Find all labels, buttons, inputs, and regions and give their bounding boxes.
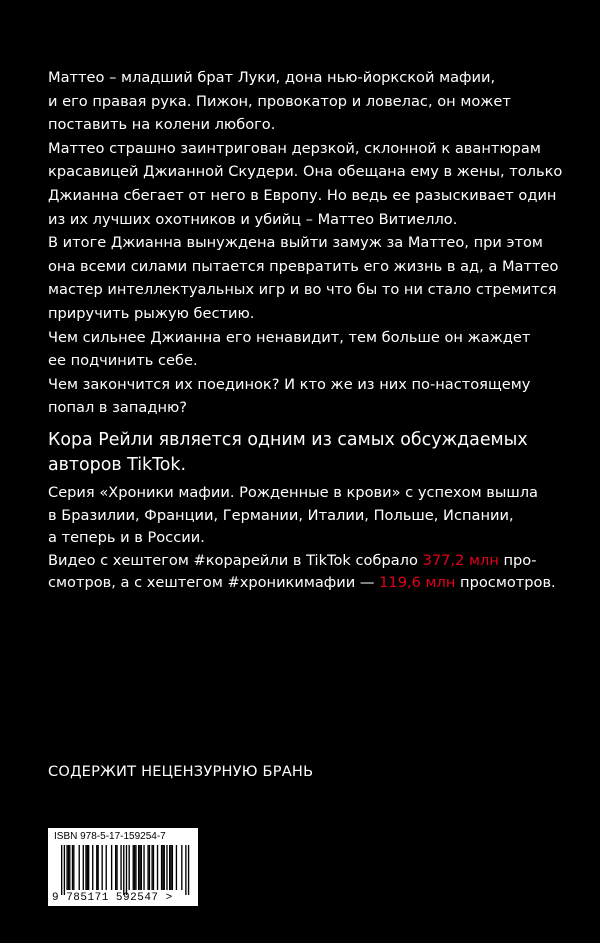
barcode-digits: 9 785171 592547 > xyxy=(52,892,173,904)
barcode-bar xyxy=(181,845,182,890)
barcode-bar xyxy=(161,845,162,890)
blurb-line: она всеми силами пытается превратить его жизнь в ад, а Маттео xyxy=(48,257,559,275)
series-line: а теперь и в России. xyxy=(48,529,205,547)
blurb-line: красавицей Джианной Скудери. Она обещана ему в жены, только xyxy=(48,163,563,181)
series-line: Серия «Хроники мафии. Рожденные в крови» с успехом вышла xyxy=(48,484,538,501)
barcode-bar xyxy=(129,845,130,890)
blurb-line: Джианна сбегает от него в Европу. Но ведь ее разыскивает один xyxy=(48,186,557,204)
barcode-bar xyxy=(111,845,112,890)
author-lead xyxy=(48,428,578,478)
barcode-bar xyxy=(64,845,65,895)
barcode-bar xyxy=(88,845,89,890)
barcode-bar xyxy=(66,845,67,890)
barcode-bar xyxy=(149,845,150,890)
blurb-line: Чем сильнее Джианна его ненавидит, тем больше он жаждет xyxy=(48,328,531,346)
author-lead-line: авторов TikTok. xyxy=(48,455,187,475)
blurb-line: приручить рыжую бестию. xyxy=(48,304,255,322)
barcode-bar xyxy=(143,845,144,890)
blurb-line: В итоге Джианна вынуждена выйти замуж за Маттео, при этом xyxy=(48,234,543,252)
barcode-bar xyxy=(73,845,74,890)
barcode-bar xyxy=(96,845,97,890)
barcode-bar xyxy=(106,845,107,890)
author-lead-line: Кора Рейли является одним из самых обсуждаемых xyxy=(48,430,528,450)
barcode-bar xyxy=(123,845,124,895)
barcode-bar xyxy=(87,845,88,890)
barcode-bar xyxy=(138,845,139,890)
blurb-line: Маттео – младший брат Луки, дона нью-йоркской мафии, xyxy=(48,69,496,86)
barcode-bar xyxy=(68,845,69,890)
barcode-bar xyxy=(116,845,117,890)
barcode-bar xyxy=(120,845,121,890)
blurb-line: Маттео страшно заинтригован дерзкой, склонной к авантюрам xyxy=(48,139,541,157)
views-count-korareili: 377,2 млн xyxy=(422,551,499,569)
barcode-bar xyxy=(72,845,73,890)
series-line: в Бразилии, Франции, Германии, Италии, Польше, Испании, xyxy=(48,506,514,524)
blurb-line: попал в западню? xyxy=(48,399,188,417)
author-info xyxy=(48,428,578,595)
blurb-line: и его правая рука. Пижон, провокатор и ловелас, он может xyxy=(48,92,511,110)
barcode-bar xyxy=(69,845,70,890)
barcode-bar xyxy=(172,845,173,890)
barcode-bar xyxy=(134,845,135,890)
barcode-bar xyxy=(170,845,171,890)
barcode-bar xyxy=(83,845,84,890)
barcode-bar xyxy=(61,845,62,895)
content-warning: СОДЕРЖИТ НЕЦЕНЗУРНУЮ БРАНЬ xyxy=(48,763,314,780)
barcode-bar xyxy=(102,845,103,890)
blurb-line: из их лучших охотников и убийц – Маттео Витиелло. xyxy=(48,210,458,228)
barcode-bar xyxy=(151,845,152,890)
barcode-bar xyxy=(97,845,98,890)
barcode-bar xyxy=(162,845,163,890)
views-text: смотров, а с хештегом #хроникимафии — xyxy=(48,574,380,592)
views-line xyxy=(48,572,578,595)
barcode-bar xyxy=(147,845,148,890)
views-line xyxy=(48,550,578,573)
barcode-bar xyxy=(133,845,134,890)
barcode-bar xyxy=(85,845,86,890)
blurb-line: Чем закончится их поединок? И кто же из них по-настоящему xyxy=(48,375,531,393)
barcode-bar xyxy=(157,845,158,890)
barcode-bar xyxy=(169,845,170,890)
barcode-bar xyxy=(188,845,189,895)
barcode-bar xyxy=(79,845,80,890)
barcode-bar xyxy=(92,845,93,890)
barcode-bar xyxy=(139,845,140,890)
blurb-line: поставить на колени любого. xyxy=(48,116,276,134)
views-count-khronikimafii: 119,6 млн xyxy=(379,574,456,592)
barcode-bar xyxy=(135,845,136,890)
book-blurb xyxy=(48,66,578,420)
barcode-bar xyxy=(126,845,127,895)
views-text: Видео с хештегом #корарейли в TikTok собрало xyxy=(48,551,423,569)
isbn-barcode xyxy=(48,828,198,906)
barcode-bar xyxy=(141,845,142,890)
barcode-bar xyxy=(115,845,116,890)
isbn-label: ISBN 978-5-17-159254-7 xyxy=(54,831,166,842)
blurb-line: ее подчинить себе. xyxy=(48,352,198,370)
barcode-bar xyxy=(185,845,186,895)
barcode-bar xyxy=(176,845,177,890)
barcode-bar xyxy=(153,845,154,890)
views-text: просмотров. xyxy=(455,574,556,592)
blurb-line: мастер интеллектуальных игр и во что бы то ни стало стремится xyxy=(48,281,557,299)
views-text: про- xyxy=(498,551,537,569)
barcode-bar xyxy=(164,845,165,890)
barcode-bar xyxy=(166,845,167,890)
